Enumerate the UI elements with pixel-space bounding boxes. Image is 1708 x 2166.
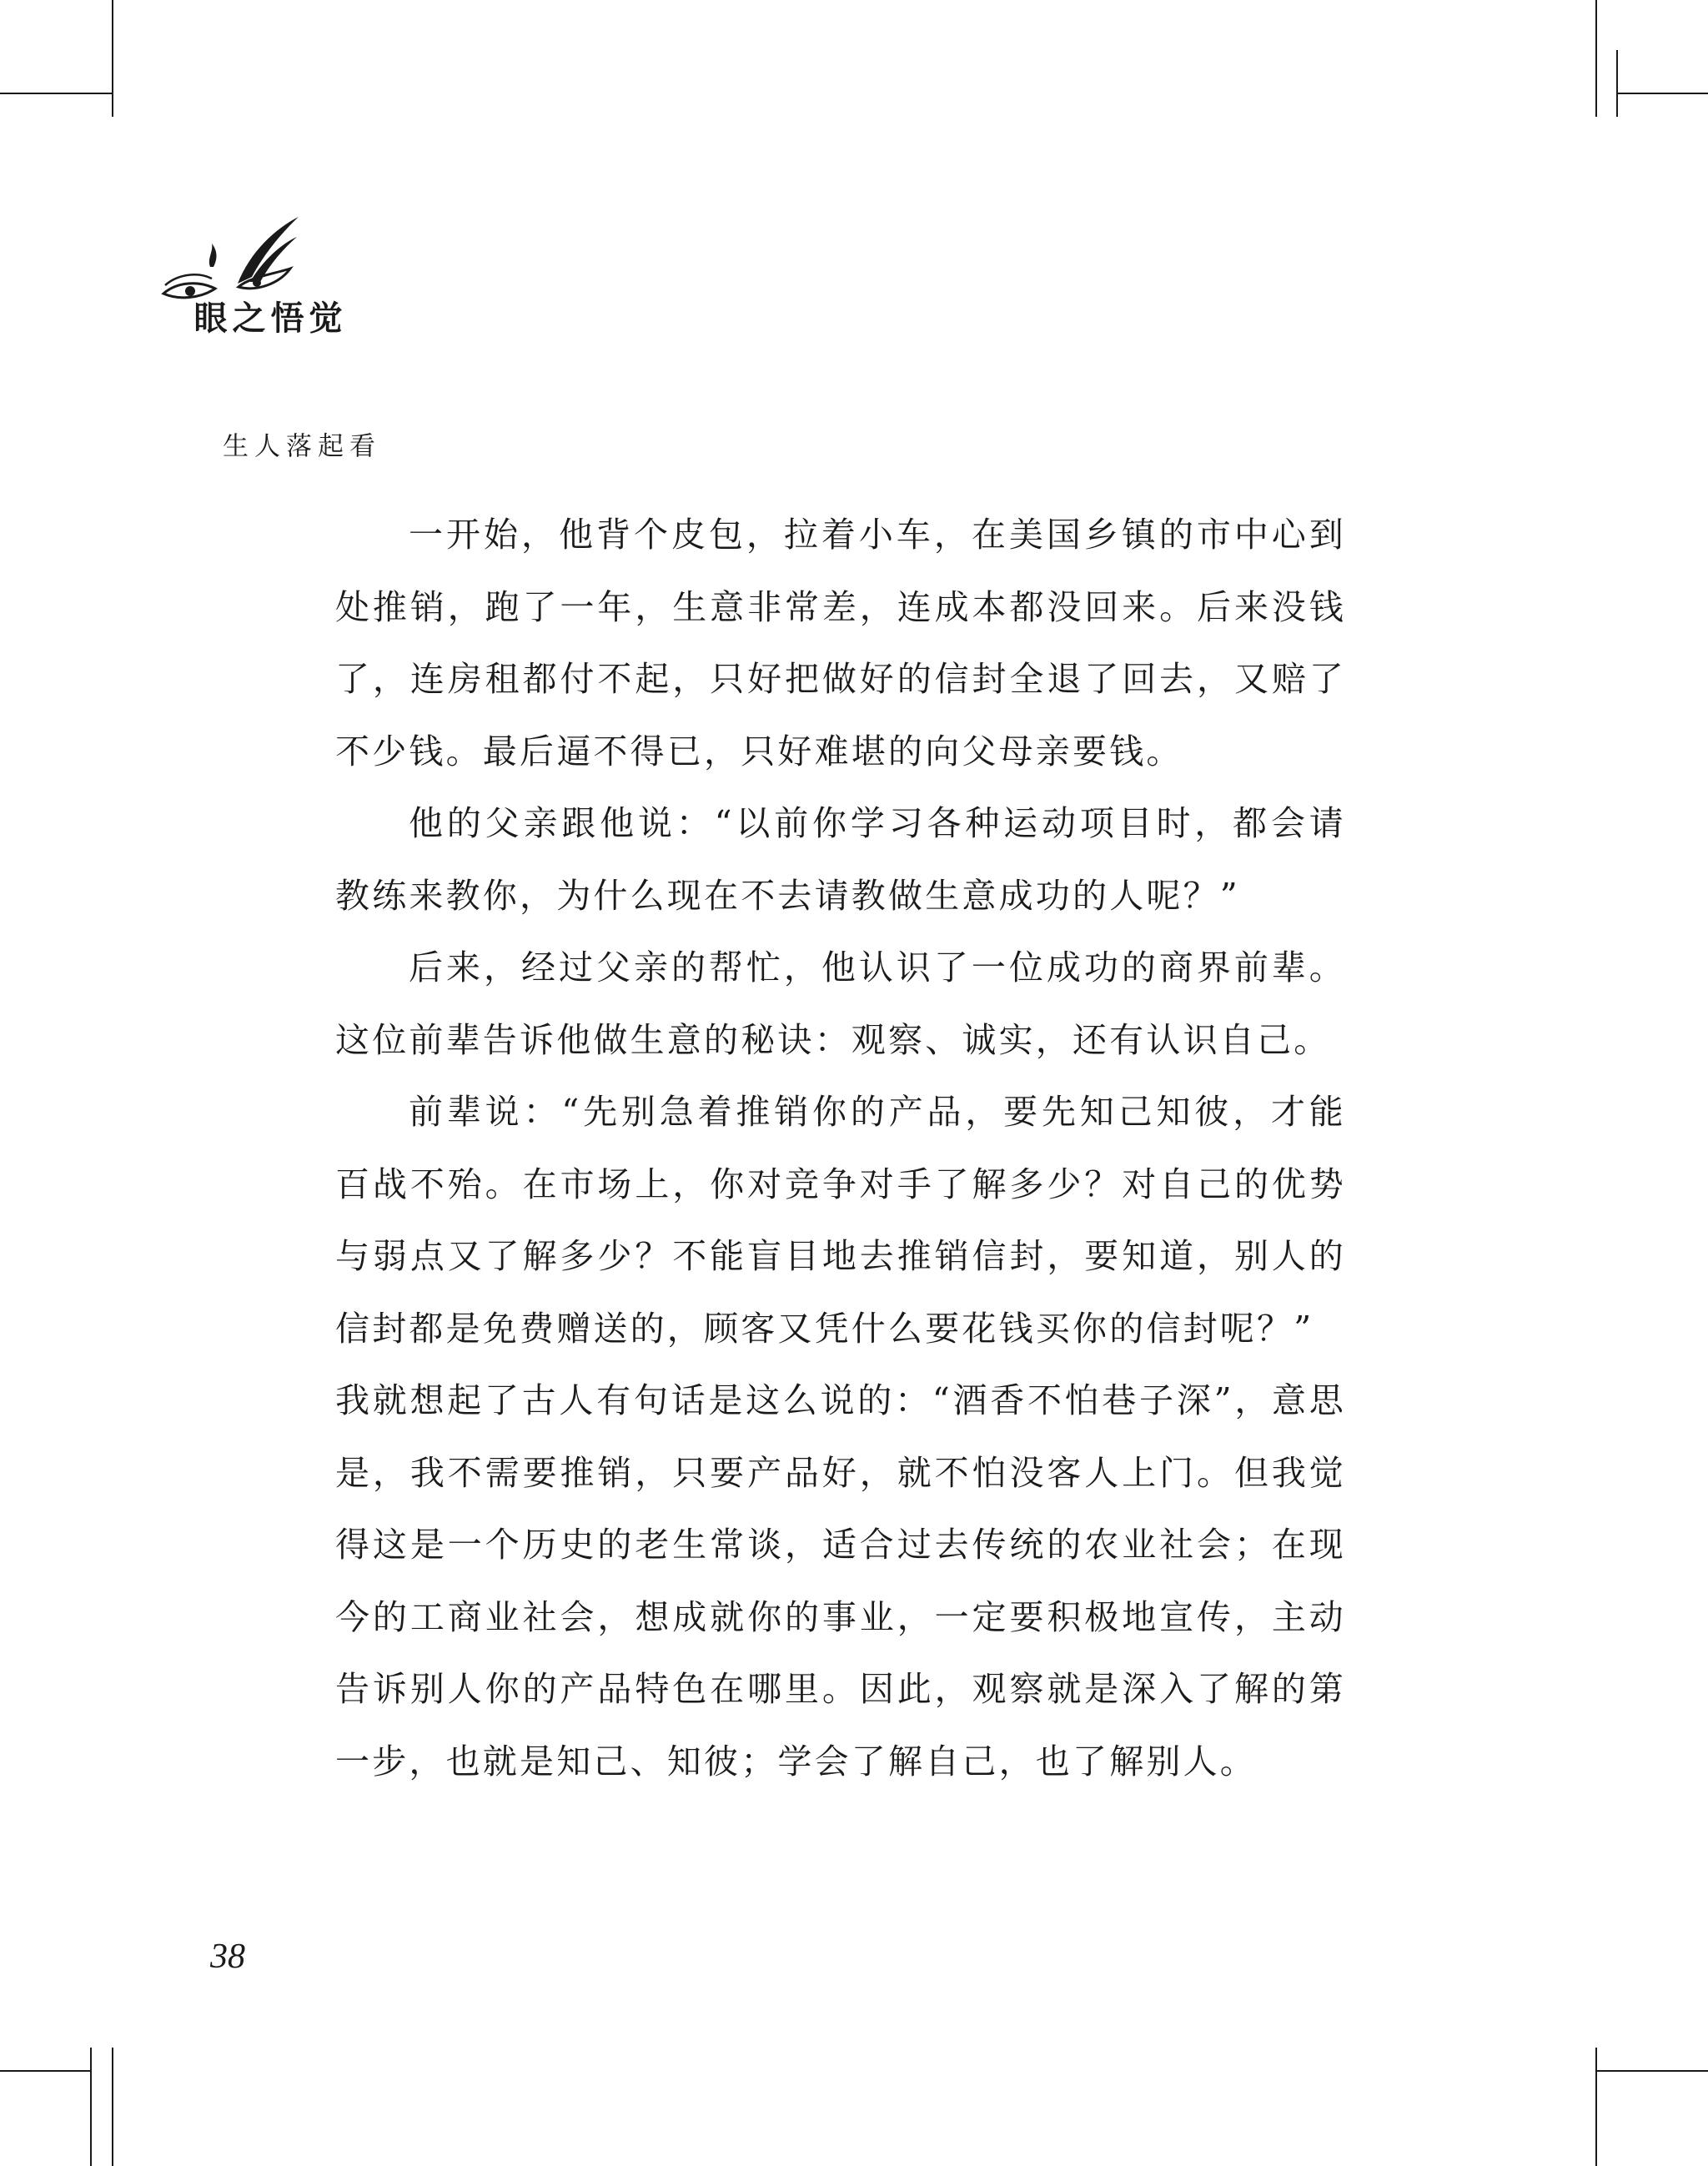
- page-number: 38: [210, 1937, 245, 1976]
- paragraph: 前辈说：“先别急着推销你的产品，要先知己知彼，才能百战不殆。在市场上，你对竞争对手了解多少？对自己的优势与弱点又了解多少？不能盲目地去推销信封，要知道，别人的信封都是免费赠送的，顾客又凭什么要花钱买你的信封呢？”: [335, 1092, 1346, 1349]
- crop-mark-bottom-left-horizontal: [0, 2070, 92, 2072]
- crop-mark-top-right-horizontal: [1616, 93, 1708, 94]
- crop-mark-top-right-vertical-2: [1616, 50, 1618, 117]
- body-text: [335, 499, 1346, 1797]
- paragraph: 他的父亲跟他说：“以前你学习各种运动项目时，都会请教练来教你，为什么现在不去请教做生意成功的人呢？”: [335, 803, 1346, 916]
- crop-mark-bottom-right-vertical: [1595, 2048, 1597, 2166]
- paragraph: 后来，经过父亲的帮忙，他认识了一位成功的商界前辈。这位前辈告诉他做生意的秘诀：观察、诚实，还有认识自己。: [335, 947, 1346, 1060]
- paragraph: 一开始，他背个皮包，拉着小车，在美国乡镇的市中心到处推销，跑了一年，生意非常差，连成本都没回来。后来没钱了，连房租都付不起，只好把做好的信封全退了回去，又赔了不少钱。最后逼不得已，只好难堪的向父母亲要钱。: [335, 515, 1346, 771]
- crop-mark-bottom-left-vertical-1: [90, 2048, 92, 2166]
- series-subtitle: 看起落人生: [218, 432, 374, 458]
- eye-logo-icon: [158, 210, 300, 306]
- crop-mark-top-left-vertical: [112, 0, 113, 117]
- crop-mark-bottom-left-vertical-2: [112, 2048, 113, 2166]
- crop-mark-top-left-horizontal: [0, 93, 113, 94]
- paragraph: 我就想起了古人有句话是这么说的：“酒香不怕巷子深”，意思是，我不需要推销，只要产品好，就不怕没客人上门。但我觉得这是一个历史的老生常谈，适合过去传统的农业社会；在现今的工商业社会，想成就你的事业，一定要积极地宣传，主动告诉别人你的产品特色在哪里。因此，观察就是深入了解的第一步，也就是知己、知彼；学会了解自己，也了解别人。: [335, 1380, 1346, 1782]
- series-title: 觉悟之眼: [188, 300, 342, 334]
- crop-mark-top-right-vertical-1: [1595, 0, 1597, 117]
- crop-mark-bottom-right-horizontal: [1595, 2070, 1708, 2072]
